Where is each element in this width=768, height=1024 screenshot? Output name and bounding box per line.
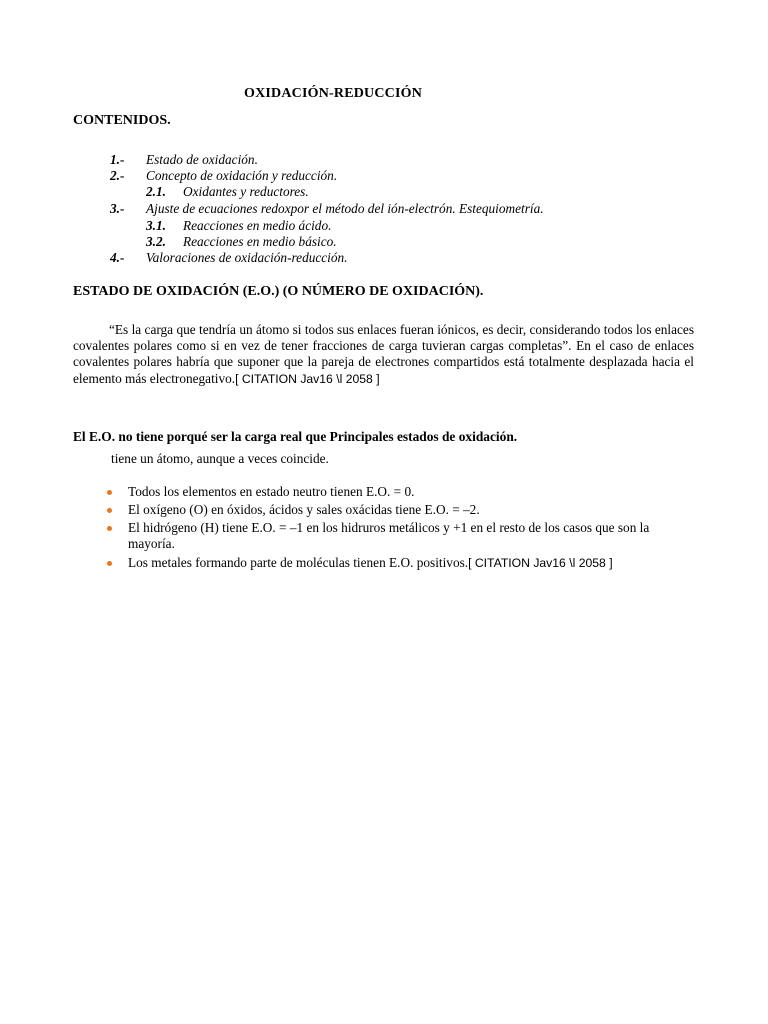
definition-text: “Es la carga que tendría un átomo si todos sus enlaces fueran iónicos, es decir, considerando todos los enlaces covalentes polares como si en vez de tener fracciones de carga tuvieran cargas completas”. En el caso de enlaces covalentes polares habría que suponer que la pareja de electrones compartidos está totalmente desplazada hacia el elemento más electronegativo. <box>73 322 694 386</box>
list-item-text-body: Los metales formando parte de moléculas tienen E.O. positivos. <box>128 555 469 570</box>
bullet-dot-icon <box>107 490 112 495</box>
document-title: OXIDACIÓN-REDUCCIÓN <box>244 86 423 101</box>
toc-item-number: 1.- <box>110 152 125 167</box>
definition-paragraph <box>73 322 694 387</box>
toc-item-number: 3.2. <box>146 234 166 249</box>
toc-item-number: 3.1. <box>146 218 166 233</box>
bullet-dot-icon <box>107 561 112 566</box>
toc-item-text: Valoraciones de oxidación-reducción. <box>146 250 348 265</box>
toc-item-text: Ajuste de ecuaciones redoxpor el método del ión-electrón. Estequiometría. <box>146 201 544 216</box>
bullet-dot-icon <box>107 508 112 513</box>
citation-field: [ CITATION Jav16 \l 2058 ] <box>235 371 380 386</box>
eo-subtext: tiene un átomo, aunque a veces coincide. <box>111 451 329 466</box>
toc-item-text: Reacciones en medio ácido. <box>183 218 332 233</box>
list-item-text: El hidrógeno (H) tiene E.O. = –1 en los hidruros metálicos y +1 en el resto de los casos que son la mayoría. <box>128 520 650 552</box>
toc-item-number: 2.- <box>110 168 125 183</box>
bullet-dot-icon <box>107 526 112 531</box>
contents-heading: CONTENIDOS. <box>73 113 171 128</box>
section-heading: ESTADO DE OXIDACIÓN (E.O.) (O NÚMERO DE OXIDACIÓN). <box>73 284 484 299</box>
toc-item-number: 3.- <box>110 201 125 216</box>
list-item-text: El oxígeno (O) en óxidos, ácidos y sales oxácidas tiene E.O. = –2. <box>128 502 480 517</box>
toc-item-text: Concepto de oxidación y reducción. <box>146 168 338 183</box>
list-item-text <box>128 555 694 571</box>
toc-item-text: Oxidantes y reductores. <box>183 184 309 199</box>
eo-heading: El E.O. no tiene porqué ser la carga real que Principales estados de oxidación. <box>73 429 518 444</box>
toc-item-text: Estado de oxidación. <box>146 152 258 167</box>
toc-item-number: 2.1. <box>146 184 166 199</box>
list-item-text: Todos los elementos en estado neutro tienen E.O. = 0. <box>128 484 415 499</box>
toc-item-text: Reacciones en medio básico. <box>183 234 337 249</box>
toc-item-number: 4.- <box>110 250 125 265</box>
citation-field: [ CITATION Jav16 \l 2058 ] <box>468 556 613 570</box>
